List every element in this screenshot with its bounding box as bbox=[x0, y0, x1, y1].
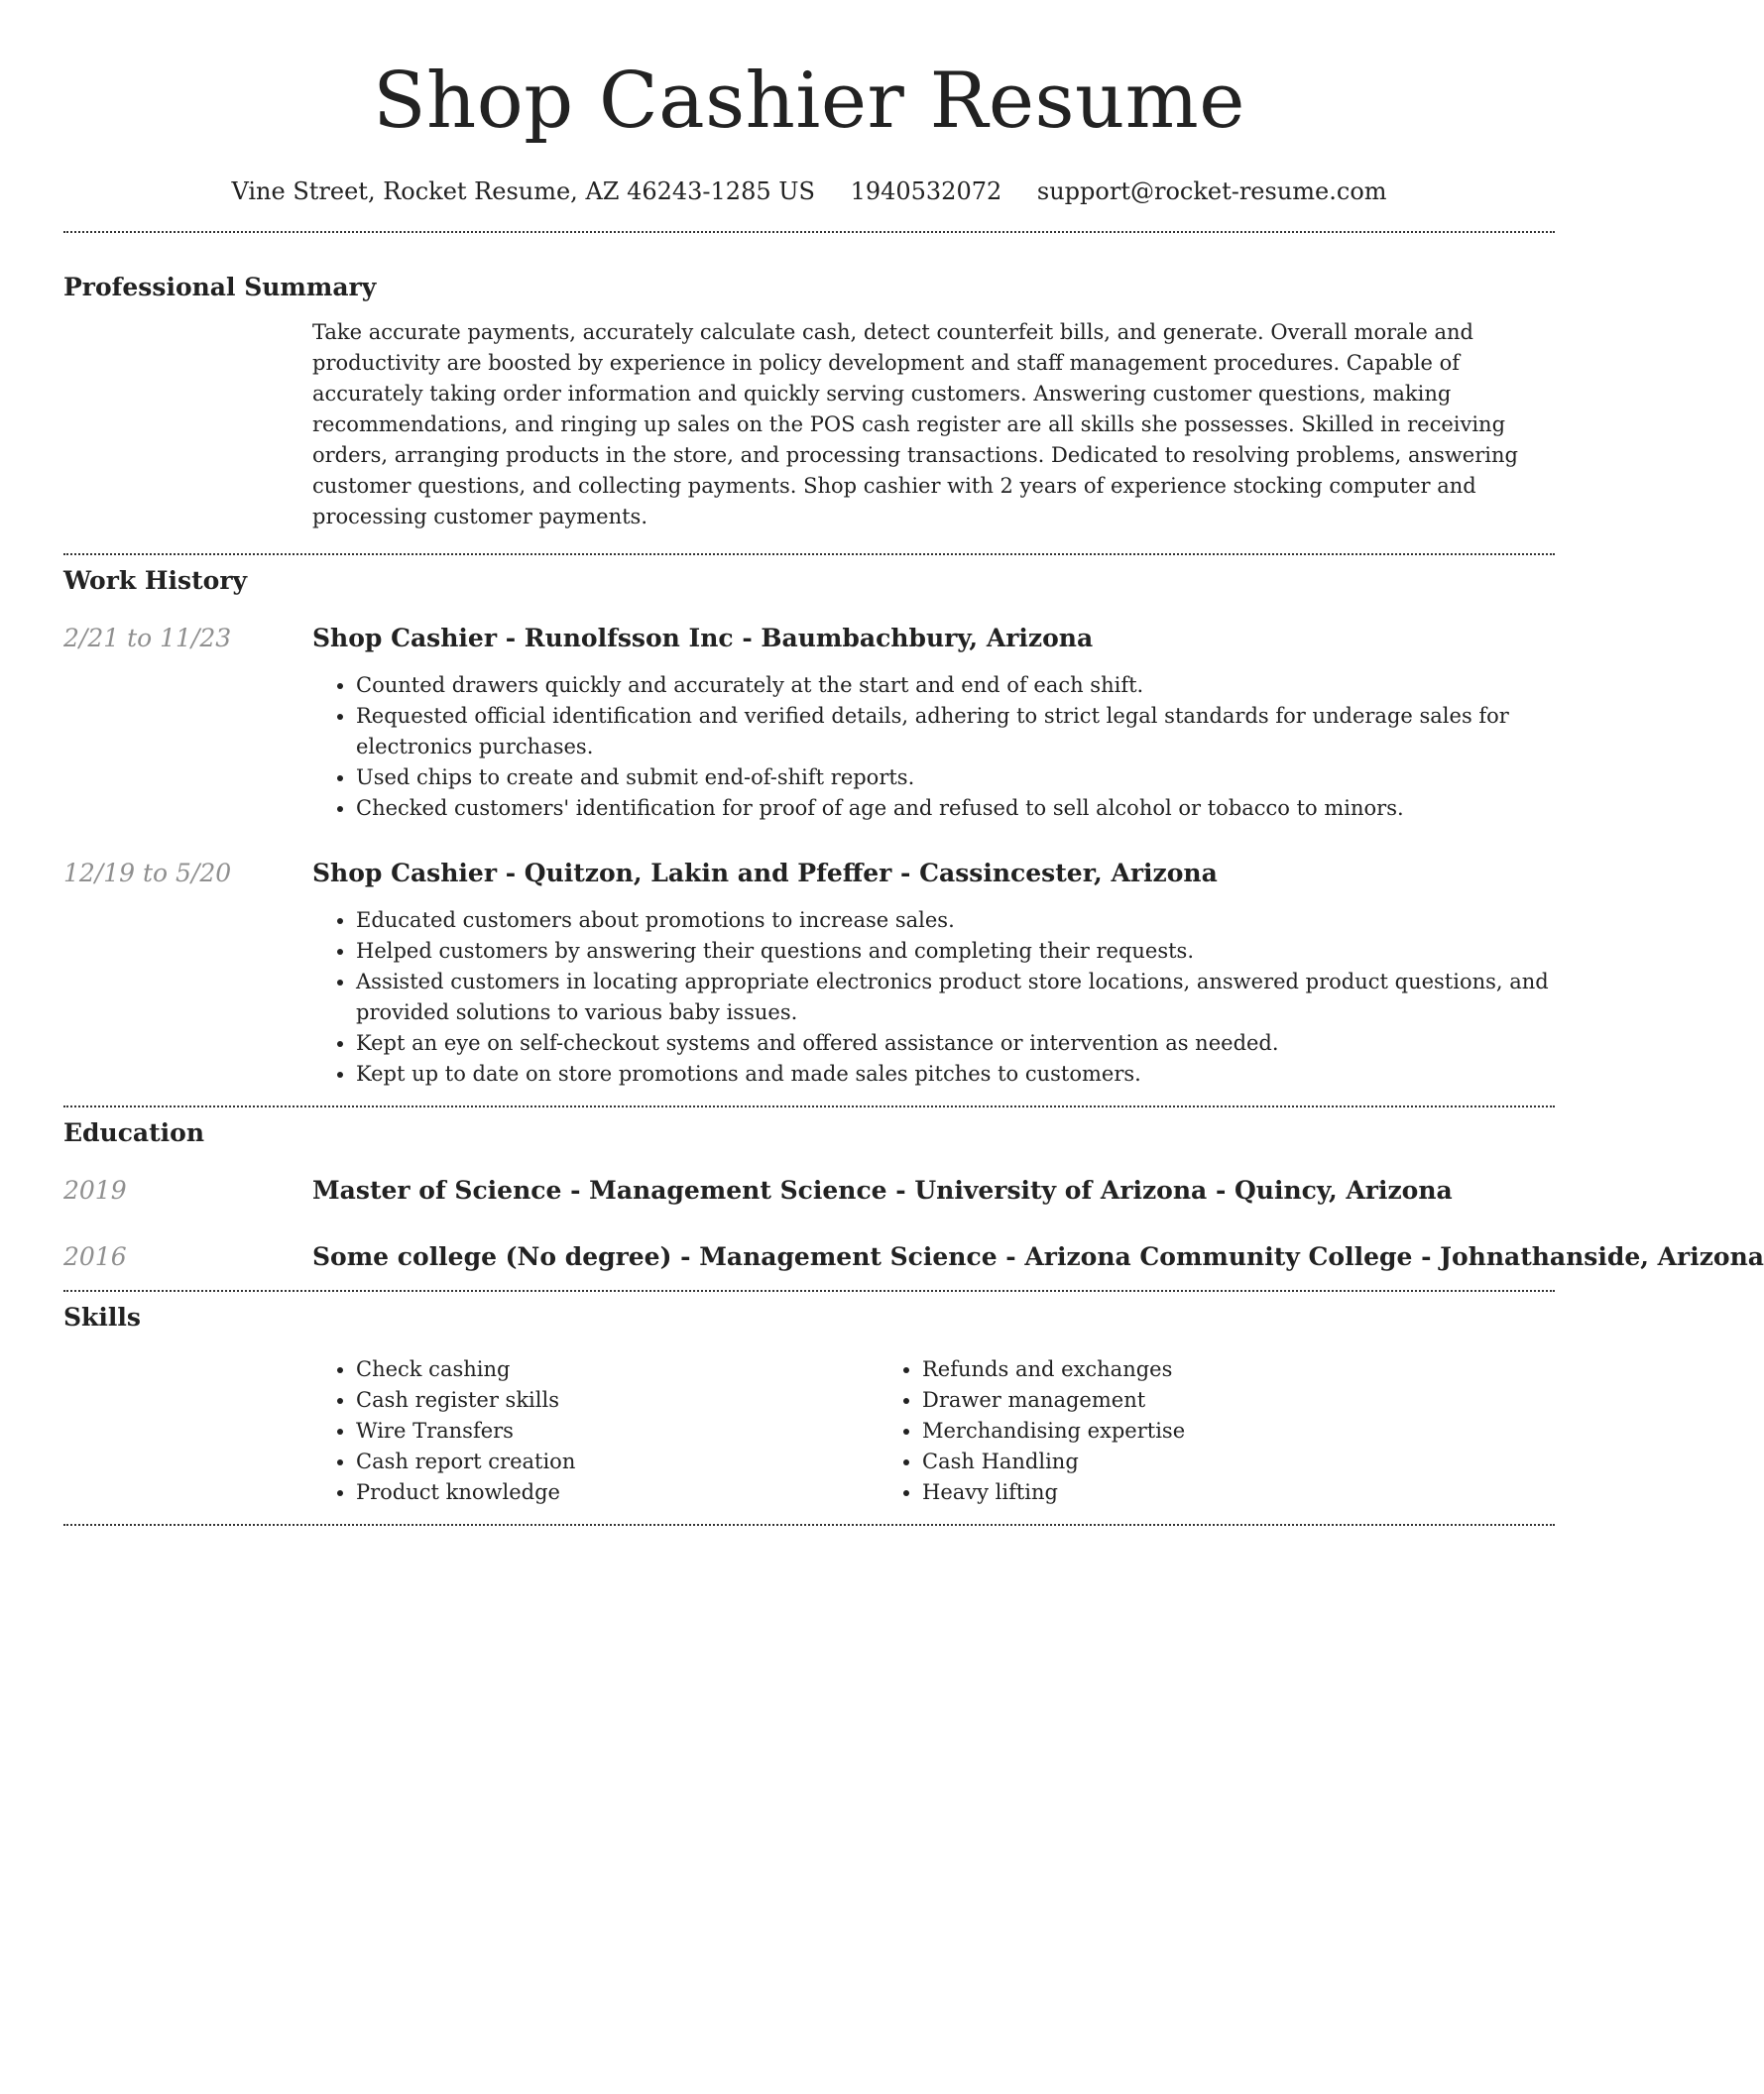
skill-item: • Cash report creation bbox=[356, 1447, 879, 1477]
job-bullets bbox=[312, 905, 1555, 1090]
job-dates: 12/19 to 5/20 bbox=[63, 859, 232, 887]
job-bullets bbox=[312, 670, 1555, 824]
education-details bbox=[312, 1240, 1764, 1274]
education-entry bbox=[63, 1240, 1764, 1274]
summary-text: Take accurate payments, accurately calculate cash, detect counterfeit bills, and generate. Overall morale and productivity are boosted by experience in policy development and staff management procedures. Capable of accurately taking order information and quickly serving customers. Answering customer questions, making recommendations, and ringing up sales on the POS cash register are all skills she possesses. Skilled in receiving orders, arranging products in the store, and processing transactions. Dedicated to resolving problems, answering customer questions, and collecting payments. Shop cashier with 2 years of experience stocking computer and processing customer payments. bbox=[312, 320, 1518, 528]
job-dates: 2/21 to 11/23 bbox=[63, 624, 232, 652]
skill-item: • Wire Transfers bbox=[356, 1416, 879, 1447]
list-item: • Kept up to date on store promotions and made sales pitches to customers. bbox=[356, 1059, 1555, 1090]
education-section bbox=[63, 1116, 1764, 1274]
skills-list-left bbox=[312, 1354, 879, 1508]
list-item: • Helped customers by answering their questions and completing their requests. bbox=[356, 936, 1555, 967]
education-year: 2019 bbox=[63, 1176, 127, 1205]
skills-list-right bbox=[879, 1354, 1445, 1508]
contact-line bbox=[63, 174, 1555, 208]
divider bbox=[63, 1105, 1555, 1107]
job-details bbox=[312, 857, 1555, 1090]
list-item: • Educated customers about promotions to increase sales. bbox=[356, 905, 1555, 936]
summary-section bbox=[63, 271, 1555, 532]
work-history-section bbox=[63, 564, 1555, 1090]
list-item: • Counted drawers quickly and accurately at the start and end of each shift. bbox=[356, 670, 1555, 701]
summary-body bbox=[312, 317, 1555, 532]
contact-email: support@rocket-resume.com bbox=[1036, 177, 1387, 205]
job-title: Shop Cashier - Quitzon, Lakin and Pfeffer - Cassincester, Arizona bbox=[312, 859, 1218, 887]
contact-address: Vine Street, Rocket Resume, AZ 46243-1285 US bbox=[231, 177, 815, 205]
education-title: Some college (No degree) - Management Science - Arizona Community College - Johnathanside, Arizona bbox=[312, 1242, 1764, 1271]
education-year: 2016 bbox=[63, 1242, 127, 1271]
skill-item: • Cash register skills bbox=[356, 1385, 879, 1416]
skill-item: • Merchandising expertise bbox=[922, 1416, 1445, 1447]
list-item: • Used chips to create and submit end-of-shift reports. bbox=[356, 762, 1555, 793]
summary-row bbox=[63, 317, 1555, 532]
skill-item: • Cash Handling bbox=[922, 1447, 1445, 1477]
education-entry bbox=[63, 1174, 1555, 1208]
job-details bbox=[312, 622, 1555, 824]
skills-spacer bbox=[63, 1354, 312, 1508]
summary-spacer bbox=[63, 317, 312, 532]
education-title: Master of Science - Management Science - University of Arizona - Quincy, Arizona bbox=[312, 1176, 1453, 1205]
job-title: Shop Cashier - Runolfsson Inc - Baumbachbury, Arizona bbox=[312, 624, 1094, 652]
skills-columns bbox=[312, 1354, 1555, 1508]
skill-item: • Product knowledge bbox=[356, 1477, 879, 1508]
section-heading-education: Education bbox=[63, 1118, 205, 1147]
section-heading-summary: Professional Summary bbox=[63, 273, 377, 301]
skill-item: • Drawer management bbox=[922, 1385, 1445, 1416]
job-entry bbox=[63, 857, 1555, 1090]
skill-item: • Heavy lifting bbox=[922, 1477, 1445, 1508]
skills-row bbox=[63, 1354, 1555, 1508]
skill-item: • Refunds and exchanges bbox=[922, 1354, 1445, 1385]
list-item: • Requested official identification and verified details, adhering to strict legal standards for underage sales for electronics purchases. bbox=[356, 701, 1555, 762]
resume-title: Shop Cashier Resume bbox=[373, 57, 1245, 146]
divider bbox=[63, 553, 1555, 555]
contact-phone: 1940532072 bbox=[850, 177, 1002, 205]
list-item: • Kept an eye on self-checkout systems and offered assistance or intervention as needed. bbox=[356, 1028, 1555, 1059]
section-heading-work-history: Work History bbox=[63, 566, 248, 595]
skills-section bbox=[63, 1301, 1555, 1508]
section-heading-skills: Skills bbox=[63, 1303, 141, 1332]
education-details bbox=[312, 1174, 1555, 1208]
list-item: • Assisted customers in locating appropriate electronics product store locations, answered product questions, and provided solutions to various baby issues. bbox=[356, 967, 1555, 1028]
list-item: • Checked customers' identification for proof of age and refused to sell alcohol or tobacco to minors. bbox=[356, 793, 1555, 824]
divider bbox=[63, 1290, 1555, 1292]
divider bbox=[63, 1524, 1555, 1526]
skill-item: • Check cashing bbox=[356, 1354, 879, 1385]
job-entry bbox=[63, 622, 1555, 824]
divider bbox=[63, 231, 1555, 233]
